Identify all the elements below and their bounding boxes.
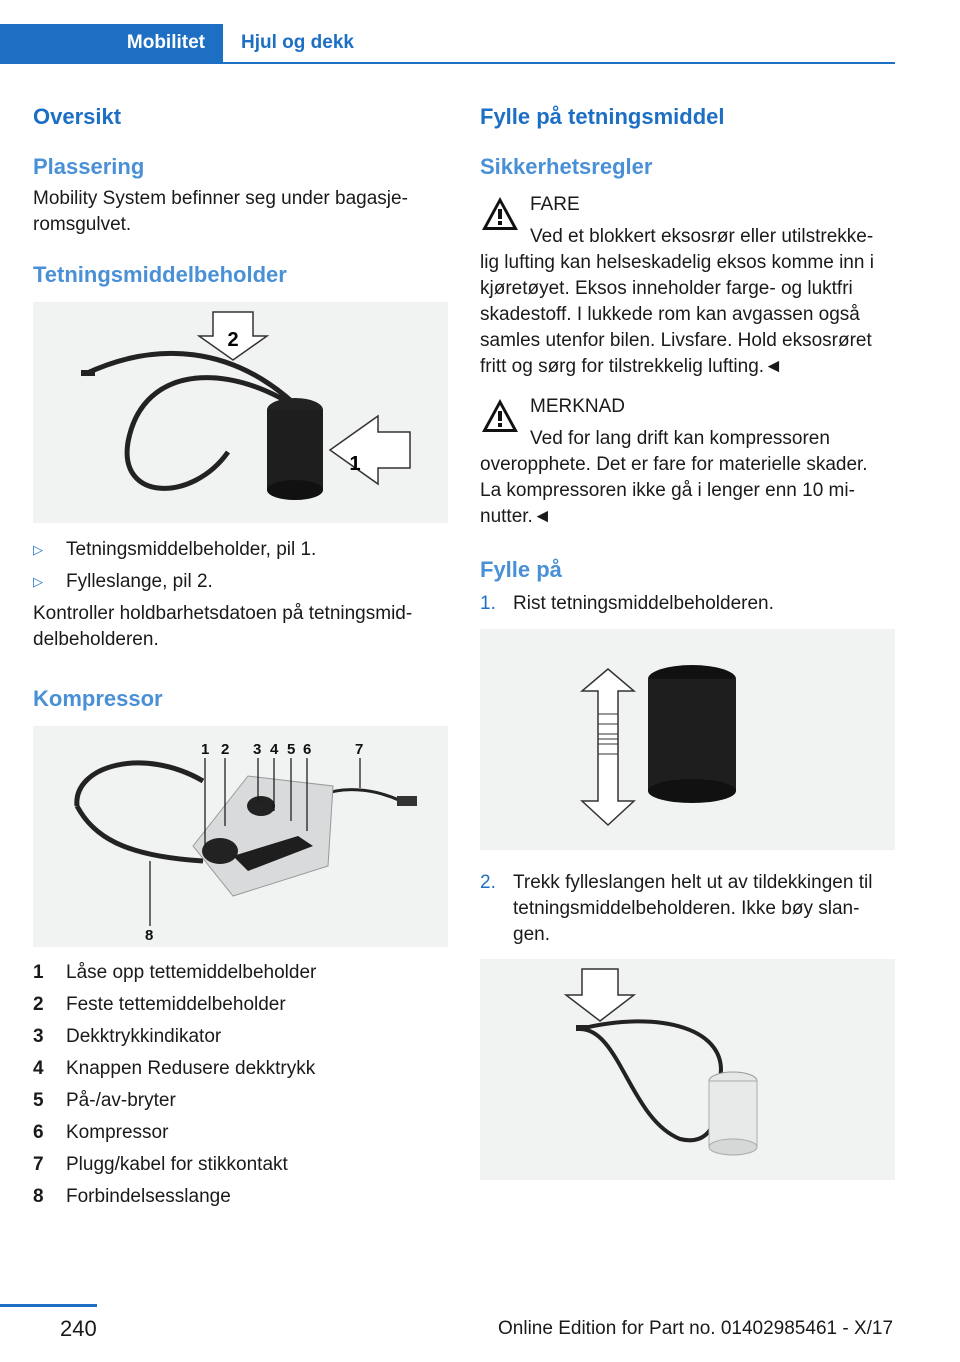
heading-kompressor: Kompressor [33, 686, 163, 711]
shake-illustration [480, 629, 895, 850]
legend-text: Feste tettemiddelbeholder [66, 994, 286, 1015]
fig1-label-2: 2 [227, 329, 239, 351]
figure-shake-container [480, 629, 895, 850]
bullet-marker: ▷ [33, 542, 43, 557]
fare-title: FARE [530, 194, 580, 215]
legend-text: Dekktrykkindikator [66, 1026, 222, 1047]
merknad-line: overopphete. Det er fare for materielle skader. [480, 454, 868, 475]
fare-line: Ved et blokkert eksosrør eller utilstrekke- [530, 226, 874, 247]
legend-number: 2 [33, 994, 44, 1015]
legend-text: Forbindelsesslange [66, 1186, 231, 1207]
kontroll-line-1: Kontroller holdbarhetsdatoen på tetningsmid- [33, 603, 413, 624]
step-2-line: gen. [513, 924, 550, 945]
figure-sealant-container [33, 302, 448, 523]
legend-text: Kompressor [66, 1122, 169, 1143]
step-number: 1. [480, 593, 496, 614]
pull-hose-illustration [480, 959, 895, 1180]
bullet-item [33, 569, 448, 595]
legend-number: 8 [33, 1186, 44, 1207]
edition-text: Online Edition for Part no. 01402985461 - X/17 [498, 1318, 894, 1339]
heading-sikkerhetsregler: Sikkerhetsregler [480, 154, 653, 179]
legend-item [33, 1088, 448, 1114]
bullet-text: Fylleslange, pil 2. [66, 571, 213, 592]
sealant-container-illustration [33, 302, 448, 523]
fare-line: samles utenfor bilen. Livsfare. Hold eksosrøret [480, 330, 872, 351]
shake-arrow-icon [582, 669, 634, 825]
fig2-label-8: 8 [145, 927, 154, 944]
fig2-label-2: 2 [221, 741, 230, 758]
legend-text: På-/av-bryter [66, 1090, 176, 1111]
fig2-label-6: 6 [303, 741, 312, 758]
fig2-label-5: 5 [287, 741, 296, 758]
merknad-title: MERKNAD [530, 396, 626, 417]
container-body [648, 679, 736, 791]
step-text: Rist tetningsmiddelbeholderen. [513, 593, 774, 614]
tab-hjul-og-dekk[interactable]: Hjul og dekk [241, 32, 354, 53]
step-number: 2. [480, 872, 496, 893]
legend-text: Plugg/kabel for stikkontakt [66, 1154, 288, 1175]
legend-number: 4 [33, 1058, 44, 1079]
legend-text: Låse opp tettemiddelbeholder [66, 962, 317, 983]
warning-triangle-icon [480, 194, 520, 234]
arrow-1-icon [330, 416, 410, 484]
fare-line: skadestoff. I lukkede rom kan avgassen også [480, 304, 860, 325]
merknad-line: La kompressoren ikke gå i lenger enn 10 mi- [480, 480, 855, 501]
connection-hose [77, 763, 203, 861]
legend-text: Knappen Redusere dekktrykk [66, 1058, 316, 1079]
heading-fylle-pa-tetningsmiddel: Fylle på tetningsmiddel [480, 104, 725, 129]
legend-item [33, 960, 448, 986]
heading-oversikt: Oversikt [33, 104, 122, 129]
fare-line: fritt og sørg for tilstrekkelig lufting.◄ [480, 356, 783, 377]
heading-plassering: Plassering [33, 154, 145, 179]
fig1-label-1: 1 [349, 453, 361, 475]
legend-item [33, 1024, 448, 1050]
warning-triangle-icon [480, 396, 520, 436]
fare-line: lig lufting kan helseskadelig eksos komme inn i [480, 252, 874, 273]
heading-fylle-pa: Fylle på [480, 557, 562, 582]
fig2-label-1: 1 [201, 741, 210, 758]
step-2-line: tetningsmiddelbeholderen. Ikke bøy slan- [513, 898, 860, 919]
page-number: 240 [60, 1316, 97, 1341]
legend-item [33, 1120, 448, 1146]
step-2 [480, 870, 895, 896]
legend-number: 5 [33, 1090, 44, 1111]
merknad-line: nutter.◄ [480, 506, 552, 527]
heading-tetningsmiddelbeholder: Tetningsmiddelbeholder [33, 262, 287, 287]
legend-number: 1 [33, 962, 44, 983]
fig2-label-7: 7 [355, 741, 364, 758]
tab-mobilitet[interactable]: Mobilitet [0, 24, 223, 62]
plug [397, 796, 417, 806]
kontroll-line-2: delbeholderen. [33, 629, 159, 650]
bullet-item [33, 537, 448, 563]
compressor-illustration [33, 726, 448, 947]
compressor-body [193, 776, 333, 896]
figure-compressor [33, 726, 448, 947]
plassering-line-2: romsgulvet. [33, 214, 132, 235]
legend-number: 6 [33, 1122, 44, 1143]
arrow-down-icon [566, 969, 634, 1021]
merknad-line: Ved for lang drift kan kompressoren [530, 428, 830, 449]
legend-item [33, 1152, 448, 1178]
figure-pull-hose [480, 959, 895, 1180]
hose-end [81, 370, 95, 376]
fare-line: kjøretøyet. Eksos inneholder farge- og luktfri [480, 278, 853, 299]
footer-rule [0, 1304, 97, 1307]
container-body [709, 1081, 757, 1147]
legend-item [33, 992, 448, 1018]
legend-number: 7 [33, 1154, 44, 1175]
bullet-marker: ▷ [33, 574, 43, 589]
step-text: Trekk fylleslangen helt ut av tildekkingen til [513, 872, 873, 893]
chapter-tabs [0, 24, 895, 64]
plassering-line-1: Mobility System befinner seg under bagasje- [33, 188, 408, 209]
step-1 [480, 591, 895, 617]
legend-item [33, 1184, 448, 1210]
hose-shape [580, 1021, 721, 1140]
legend-item [33, 1056, 448, 1082]
legend-number: 3 [33, 1026, 44, 1047]
container-body [267, 410, 323, 490]
fig2-label-4: 4 [270, 741, 279, 758]
bullet-text: Tetningsmiddelbeholder, pil 1. [66, 539, 317, 560]
fig2-label-3: 3 [253, 741, 262, 758]
